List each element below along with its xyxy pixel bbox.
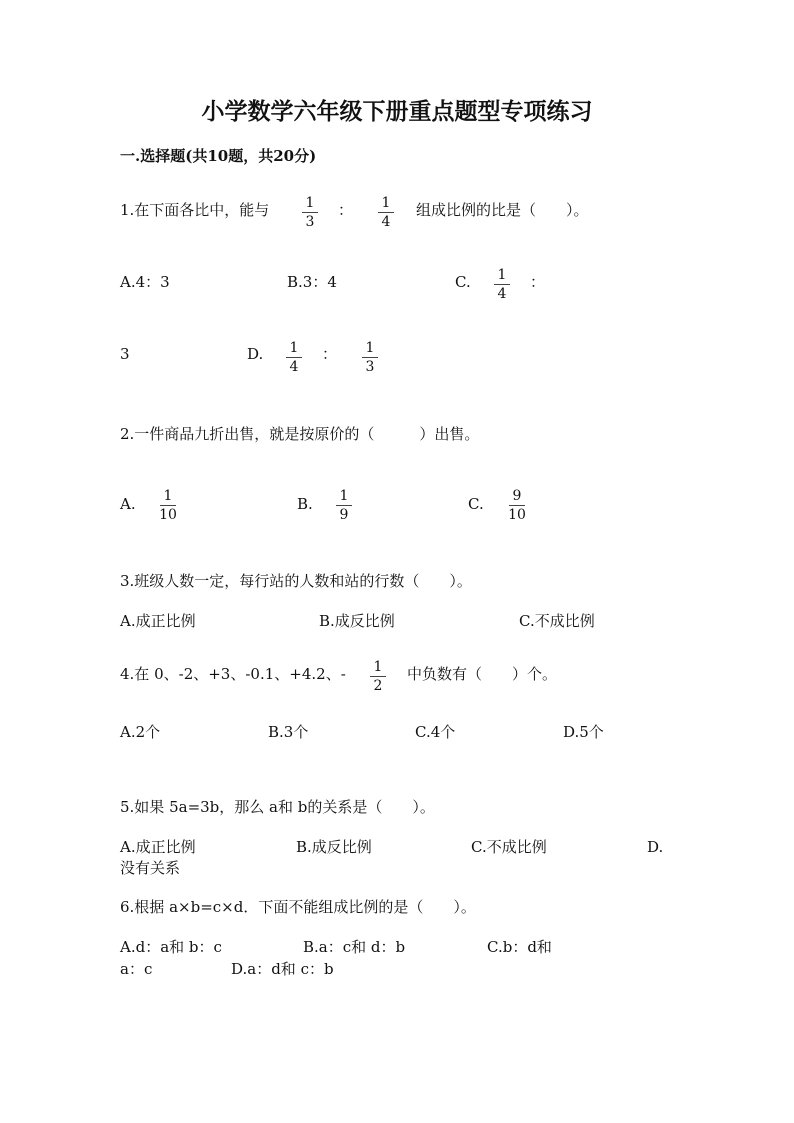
q2-stem: 2.一件商品九折出售，就是按原价的（ ）出售。: [120, 425, 480, 443]
fraction-bar: [336, 505, 352, 506]
q2-option-a-denominator: 10: [159, 507, 177, 523]
fraction-bar: [302, 212, 318, 213]
q4-fraction-numerator: 1: [373, 659, 383, 675]
q4-fraction-denominator: 2: [373, 678, 383, 694]
q1-option-d-prefix[interactable]: D.: [247, 345, 264, 363]
q4-stem-before: 4.在 0、-2、+3、-0.1、+4.2、-: [120, 665, 346, 683]
q1-option-b[interactable]: B.3：4: [287, 273, 337, 291]
q3-option-a[interactable]: A.成正比例: [120, 612, 196, 630]
q4-option-d[interactable]: D.5个: [563, 723, 604, 741]
q3-option-c[interactable]: C.不成比例: [519, 612, 595, 630]
q2-option-a-fraction: [154, 489, 182, 523]
q2-option-a-numerator: 1: [163, 488, 173, 504]
q6-option-c-tail[interactable]: a：c: [120, 960, 153, 978]
fraction-bar: [494, 284, 510, 285]
q5-option-b[interactable]: B.成反比例: [296, 838, 372, 856]
q1-fraction-a: [296, 196, 324, 230]
q2-option-b-numerator: 1: [339, 488, 349, 504]
q1-fraction-b-denominator: 4: [381, 214, 391, 230]
q2-option-c-denominator: 10: [508, 507, 526, 523]
q1-option-c-denominator: 4: [497, 286, 507, 302]
q5-option-c[interactable]: C.不成比例: [471, 838, 547, 856]
q1-option-d-fraction-2: [356, 341, 384, 375]
q6-option-d[interactable]: D.a：d和 c：b: [231, 960, 334, 978]
q1-option-d-fraction-1: [280, 341, 308, 375]
fraction-bar: [378, 212, 394, 213]
fraction-bar: [362, 357, 378, 358]
q4-option-c[interactable]: C.4个: [415, 723, 456, 741]
q1-option-c-colon: ：: [530, 273, 546, 291]
q5-option-d-tail[interactable]: 没有关系: [120, 859, 181, 877]
q1-colon: ：: [338, 201, 354, 219]
q2-option-b-denominator: 9: [339, 507, 349, 523]
q1-fraction-a-numerator: 1: [305, 195, 315, 211]
q5-option-d-prefix[interactable]: D.: [647, 838, 664, 856]
q1-option-d-denominator-2: 3: [365, 359, 375, 375]
fraction-bar: [509, 505, 525, 506]
q1-fraction-b: [372, 196, 400, 230]
q2-option-b-fraction: [330, 489, 358, 523]
q1-option-d-numerator-1: 1: [289, 340, 299, 356]
q1-stem-before: 1.在下面各比中，能与: [120, 201, 270, 219]
q1-option-a[interactable]: A.4：3: [120, 273, 170, 291]
fraction-bar: [370, 676, 386, 677]
q2-option-c-prefix[interactable]: C.: [468, 495, 484, 513]
q1-option-c-prefix[interactable]: C.: [455, 273, 471, 291]
q4-option-b[interactable]: B.3个: [268, 723, 309, 741]
q6-option-a[interactable]: A.d：a和 b：c: [120, 938, 222, 956]
q4-fraction: [364, 660, 392, 694]
fraction-bar: [286, 357, 302, 358]
q3-stem: 3.班级人数一定，每行站的人数和站的行数（ ）。: [120, 572, 472, 590]
page-title: 小学数学六年级下册重点题型专项练习: [201, 98, 593, 125]
q5-stem: 5.如果 5a=3b，那么 a和 b的关系是（ ）。: [120, 798, 435, 816]
q1-stem-after: 组成比例的比是（ ）。: [416, 201, 589, 219]
q6-option-b[interactable]: B.a：c和 d：b: [303, 938, 406, 956]
q1-option-c-numerator: 1: [497, 267, 507, 283]
q1-option-c-fraction: [488, 268, 516, 302]
q5-option-a[interactable]: A.成正比例: [120, 838, 196, 856]
q2-option-c-fraction: [503, 489, 531, 523]
q2-option-c-numerator: 9: [512, 488, 522, 504]
q6-option-c[interactable]: C.b：d和: [487, 938, 552, 956]
section-heading: 一.选择题(共10题，共20分): [120, 147, 317, 165]
q4-stem-after: 中负数有（ ）个。: [407, 665, 558, 683]
q3-option-b[interactable]: B.成反比例: [319, 612, 395, 630]
q1-option-d-colon: ：: [322, 345, 338, 363]
q1-option-d-numerator-2: 1: [365, 340, 375, 356]
q1-option-c-tail: 3: [120, 345, 130, 363]
q2-option-b-prefix[interactable]: B.: [297, 495, 313, 513]
q6-stem: 6.根据 a×b=c×d．下面不能组成比例的是（ ）。: [120, 898, 476, 916]
q4-option-a[interactable]: A.2个: [120, 723, 161, 741]
q2-option-a-prefix[interactable]: A.: [120, 495, 136, 513]
q1-fraction-a-denominator: 3: [305, 214, 315, 230]
fraction-bar: [160, 505, 176, 506]
q1-fraction-b-numerator: 1: [381, 195, 391, 211]
q1-option-d-denominator-1: 4: [289, 359, 299, 375]
